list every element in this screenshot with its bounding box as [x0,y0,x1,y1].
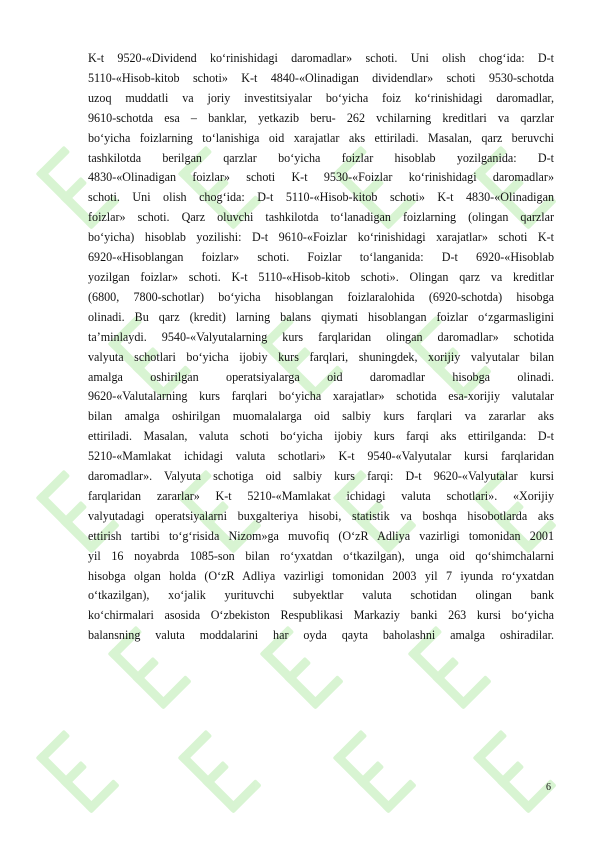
page-number: 6 [546,782,551,793]
body-line: farqlaridan zararlar» K-t 5210-«Mamlakat ichidagi valuta schotlari». «Xorijiy [88,488,554,503]
body-line: bo‘yicha) hisoblab yozilishi: D-t 9610-«Foizlar ko‘rinishidagi xarajatlar» schoti K-t [88,230,554,245]
body-line: 4830-«Olinadigan foizlar» schoti K-t 9530-«Foizlar ko‘rinishidagi daromadlar» [88,170,554,185]
body-line: 9620-«Valutalarning kurs farqlari bo‘yicha xarajatlar» schotida esa-xorijiy valutalar [88,389,554,404]
body-line: ettirish tartibi to‘g‘risida Nizom»ga muvofiq (O‘zR Adliya vazirligi tomonidan 2001 [88,528,554,543]
body-line: yozilgan foizlar» schoti. K-t 5110-«Hisob-kitob schoti». Olingan qarz va kreditlar [88,269,554,284]
body-line: hisobga olgan holda (O‘zR Adliya vazirligi tomonidan 2003 yil 7 iyunda ro‘yxatdan [88,568,554,583]
watermark-glyph-icon [178,730,263,815]
body-line: foizlar» schoti. Qarz oluvchi tashkilotda to‘lanadigan foizlarning (olingan qarzlar [88,210,554,225]
body-line: o‘tkazilgan), xo‘jalik yurituvchi subyektlar valuta schotidan olingan bank [88,588,554,603]
body-line: tashkilotda berilgan qarzlar bo‘yicha foizlar hisoblab yozilganida: D-t [88,150,554,165]
body-line: valyuta schotlari bo‘yicha ijobiy kurs farqlari, shuningdek, xorijiy valyutalar bilan [88,349,554,364]
body-line: valyutadagi operatsiyalarni buxgalteriya hisobi, statistik va boshqa hisobotlarda aks [88,508,554,523]
body-line: 9610-schotda esa – banklar, yetkazib beru- 262 vchilarning kreditlari va qarzlar [88,110,554,125]
body-line: (6800, 7800-schotlar) bo‘yicha hisoblangan foizlaralohida (6920-schotda) hisobga [88,289,554,304]
body-line: 6920-«Hisoblangan foizlar» schoti. Foizlar to‘langanida: D-t 6920-«Hisoblab [88,250,554,265]
watermark-glyph-icon [333,730,418,815]
body-line: 5210-«Mamlakat ichidagi valuta schotlari» K-t 9540-«Valyutalar kursi farqlaridan [88,449,554,464]
body-line: olinadi. Bu qarz (kredit) larning balans qiymati hisoblangan foizlar o‘zgarmasligini [88,309,554,324]
body-text [88,49,554,646]
body-line: amalga oshirilgan operatsiyalarga oid daromadlar hisobga olinadi. [88,369,554,384]
body-line: bilan amalga oshirilgan muomalalarga oid salbiy kurs farqlari va zararlar aks [88,409,554,424]
body-line: uzoq muddatli va joriy investitsiyalar bo‘yicha foiz ko‘rinishidagi daromadlar, [88,90,554,105]
body-line: ko‘chirmalari asosida O‘zbekiston Respublikasi Markaziy banki 263 kursi bo‘yicha [88,608,554,623]
body-line: daromadlar». Valyuta schotiga oid salbiy kurs farqi: D-t 9620-«Valyutalar kursi [88,469,554,484]
watermark-glyph-icon [36,730,121,815]
body-line: K-t 9520-«Dividend ko‘rinishidagi daromadlar» schoti. Uni olish chog‘ida: D-t [88,51,554,65]
body-line: ta’minlaydi. 9540-«Valyutalarning kurs farqlaridan olingan daromadlar» schotida [88,329,554,344]
body-line: 5110-«Hisob-kitob schoti» K-t 4840-«Olinadigan dividendlar» schoti 9530-schotda [88,70,554,85]
body-line: bo‘yicha foizlarning to‘lanishiga oid xarajatlar aks ettiriladi. Masalan, qarz beruvchi [88,130,554,145]
body-line: yil 16 noyabrda 1085-son bilan ro‘yxatdan o‘tkazilgan), unga oid qo‘shimchalarni [88,548,554,563]
body-line: balansning valuta moddalarini har oyda qayta baholashni amalga oshiradilar. [88,628,554,643]
watermark-glyph-icon [473,730,558,815]
body-line: schoti. Uni olish chog‘ida: D-t 5110-«Hisob-kitob schoti» K-t 4830-«Olinadigan [88,190,554,205]
body-line: ettiriladi. Masalan, valuta schoti bo‘yicha ijobiy kurs farqi aks ettirilganda: D-t [88,429,554,444]
